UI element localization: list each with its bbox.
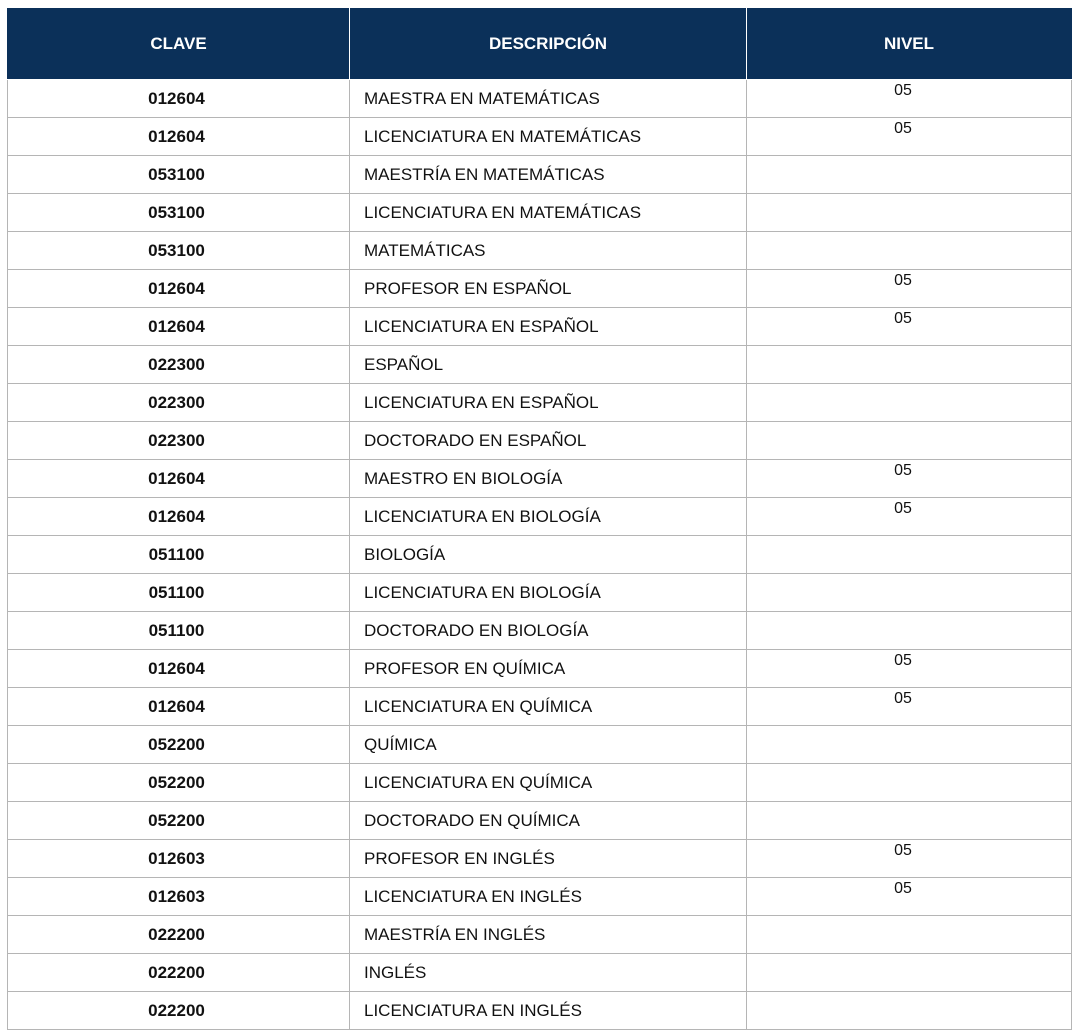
nivel-cell: 05: [747, 498, 1072, 536]
nivel-cell: 05: [747, 80, 1072, 118]
descripcion-cell: MATEMÁTICAS: [350, 232, 747, 270]
table-row: [8, 346, 1072, 384]
descripcion-cell: INGLÉS: [350, 954, 747, 992]
clave-cell: 012604: [8, 460, 350, 498]
clave-cell: 012604: [8, 118, 350, 156]
descripcion-cell: ESPAÑOL: [350, 346, 747, 384]
descripcion-cell: PROFESOR EN ESPAÑOL: [350, 270, 747, 308]
table-row: [8, 422, 1072, 460]
table-row: [8, 688, 1072, 726]
table-row: [8, 270, 1072, 308]
descripcion-cell: MAESTRÍA EN INGLÉS: [350, 916, 747, 954]
descripcion-cell: PROFESOR EN QUÍMICA: [350, 650, 747, 688]
nivel-cell: [747, 726, 1072, 764]
nivel-cell: 05: [747, 270, 1072, 308]
descripcion-cell: LICENCIATURA EN INGLÉS: [350, 992, 747, 1030]
nivel-cell: [747, 422, 1072, 460]
descripcion-cell: DOCTORADO EN BIOLOGÍA: [350, 612, 747, 650]
table-body: [8, 80, 1072, 1030]
clave-cell: 022200: [8, 992, 350, 1030]
table-row: [8, 612, 1072, 650]
clave-cell: 012604: [8, 80, 350, 118]
descripcion-cell: PROFESOR EN INGLÉS: [350, 840, 747, 878]
nivel-cell: 05: [747, 650, 1072, 688]
clave-cell: 022200: [8, 954, 350, 992]
descripcion-cell: LICENCIATURA EN BIOLOGÍA: [350, 574, 747, 612]
descripcion-cell: LICENCIATURA EN ESPAÑOL: [350, 384, 747, 422]
catalog-table: [7, 8, 1072, 1030]
table-row: [8, 384, 1072, 422]
clave-cell: 022200: [8, 916, 350, 954]
clave-cell: 052200: [8, 764, 350, 802]
header-clave: CLAVE: [8, 9, 350, 80]
table-row: [8, 954, 1072, 992]
descripcion-cell: LICENCIATURA EN INGLÉS: [350, 878, 747, 916]
nivel-cell: [747, 232, 1072, 270]
table-row: [8, 536, 1072, 574]
clave-cell: 012603: [8, 840, 350, 878]
table-row: [8, 840, 1072, 878]
table-row: [8, 498, 1072, 536]
descripcion-cell: LICENCIATURA EN QUÍMICA: [350, 764, 747, 802]
nivel-cell: [747, 384, 1072, 422]
table-row: [8, 878, 1072, 916]
descripcion-cell: MAESTRA EN MATEMÁTICAS: [350, 80, 747, 118]
nivel-cell: [747, 536, 1072, 574]
clave-cell: 012604: [8, 498, 350, 536]
nivel-cell: [747, 992, 1072, 1030]
header-row: [8, 9, 1072, 80]
nivel-cell: 05: [747, 460, 1072, 498]
table-row: [8, 80, 1072, 118]
clave-cell: 053100: [8, 232, 350, 270]
table-row: [8, 156, 1072, 194]
nivel-cell: [747, 346, 1072, 384]
descripcion-cell: DOCTORADO EN QUÍMICA: [350, 802, 747, 840]
descripcion-cell: MAESTRÍA EN MATEMÁTICAS: [350, 156, 747, 194]
clave-cell: 052200: [8, 726, 350, 764]
nivel-cell: 05: [747, 118, 1072, 156]
clave-cell: 022300: [8, 346, 350, 384]
nivel-cell: [747, 574, 1072, 612]
table-row: [8, 574, 1072, 612]
clave-cell: 053100: [8, 156, 350, 194]
clave-cell: 012604: [8, 650, 350, 688]
descripcion-cell: LICENCIATURA EN MATEMÁTICAS: [350, 118, 747, 156]
nivel-cell: [747, 802, 1072, 840]
clave-cell: 012604: [8, 308, 350, 346]
nivel-cell: 05: [747, 878, 1072, 916]
clave-cell: 012603: [8, 878, 350, 916]
descripcion-cell: LICENCIATURA EN MATEMÁTICAS: [350, 194, 747, 232]
nivel-cell: [747, 764, 1072, 802]
table-row: [8, 460, 1072, 498]
table-row: [8, 650, 1072, 688]
clave-cell: 052200: [8, 802, 350, 840]
table-row: [8, 992, 1072, 1030]
table-row: [8, 764, 1072, 802]
nivel-cell: [747, 194, 1072, 232]
clave-cell: 051100: [8, 574, 350, 612]
nivel-cell: 05: [747, 840, 1072, 878]
clave-cell: 012604: [8, 688, 350, 726]
table-row: [8, 194, 1072, 232]
descripcion-cell: LICENCIATURA EN QUÍMICA: [350, 688, 747, 726]
table-row: [8, 802, 1072, 840]
clave-cell: 051100: [8, 612, 350, 650]
clave-cell: 022300: [8, 384, 350, 422]
clave-cell: 051100: [8, 536, 350, 574]
clave-cell: 053100: [8, 194, 350, 232]
table-header: [8, 9, 1072, 80]
descripcion-cell: LICENCIATURA EN ESPAÑOL: [350, 308, 747, 346]
nivel-cell: 05: [747, 308, 1072, 346]
descripcion-cell: BIOLOGÍA: [350, 536, 747, 574]
descripcion-cell: DOCTORADO EN ESPAÑOL: [350, 422, 747, 460]
descripcion-cell: QUÍMICA: [350, 726, 747, 764]
clave-cell: 012604: [8, 270, 350, 308]
nivel-cell: [747, 612, 1072, 650]
descripcion-cell: LICENCIATURA EN BIOLOGÍA: [350, 498, 747, 536]
nivel-cell: [747, 916, 1072, 954]
clave-cell: 022300: [8, 422, 350, 460]
table-row: [8, 118, 1072, 156]
descripcion-cell: MAESTRO EN BIOLOGÍA: [350, 460, 747, 498]
table-row: [8, 726, 1072, 764]
nivel-cell: [747, 156, 1072, 194]
nivel-cell: [747, 954, 1072, 992]
header-descripcion: DESCRIPCIÓN: [350, 9, 747, 80]
nivel-cell: 05: [747, 688, 1072, 726]
table-row: [8, 916, 1072, 954]
table-row: [8, 308, 1072, 346]
table-row: [8, 232, 1072, 270]
header-nivel: NIVEL: [747, 9, 1072, 80]
